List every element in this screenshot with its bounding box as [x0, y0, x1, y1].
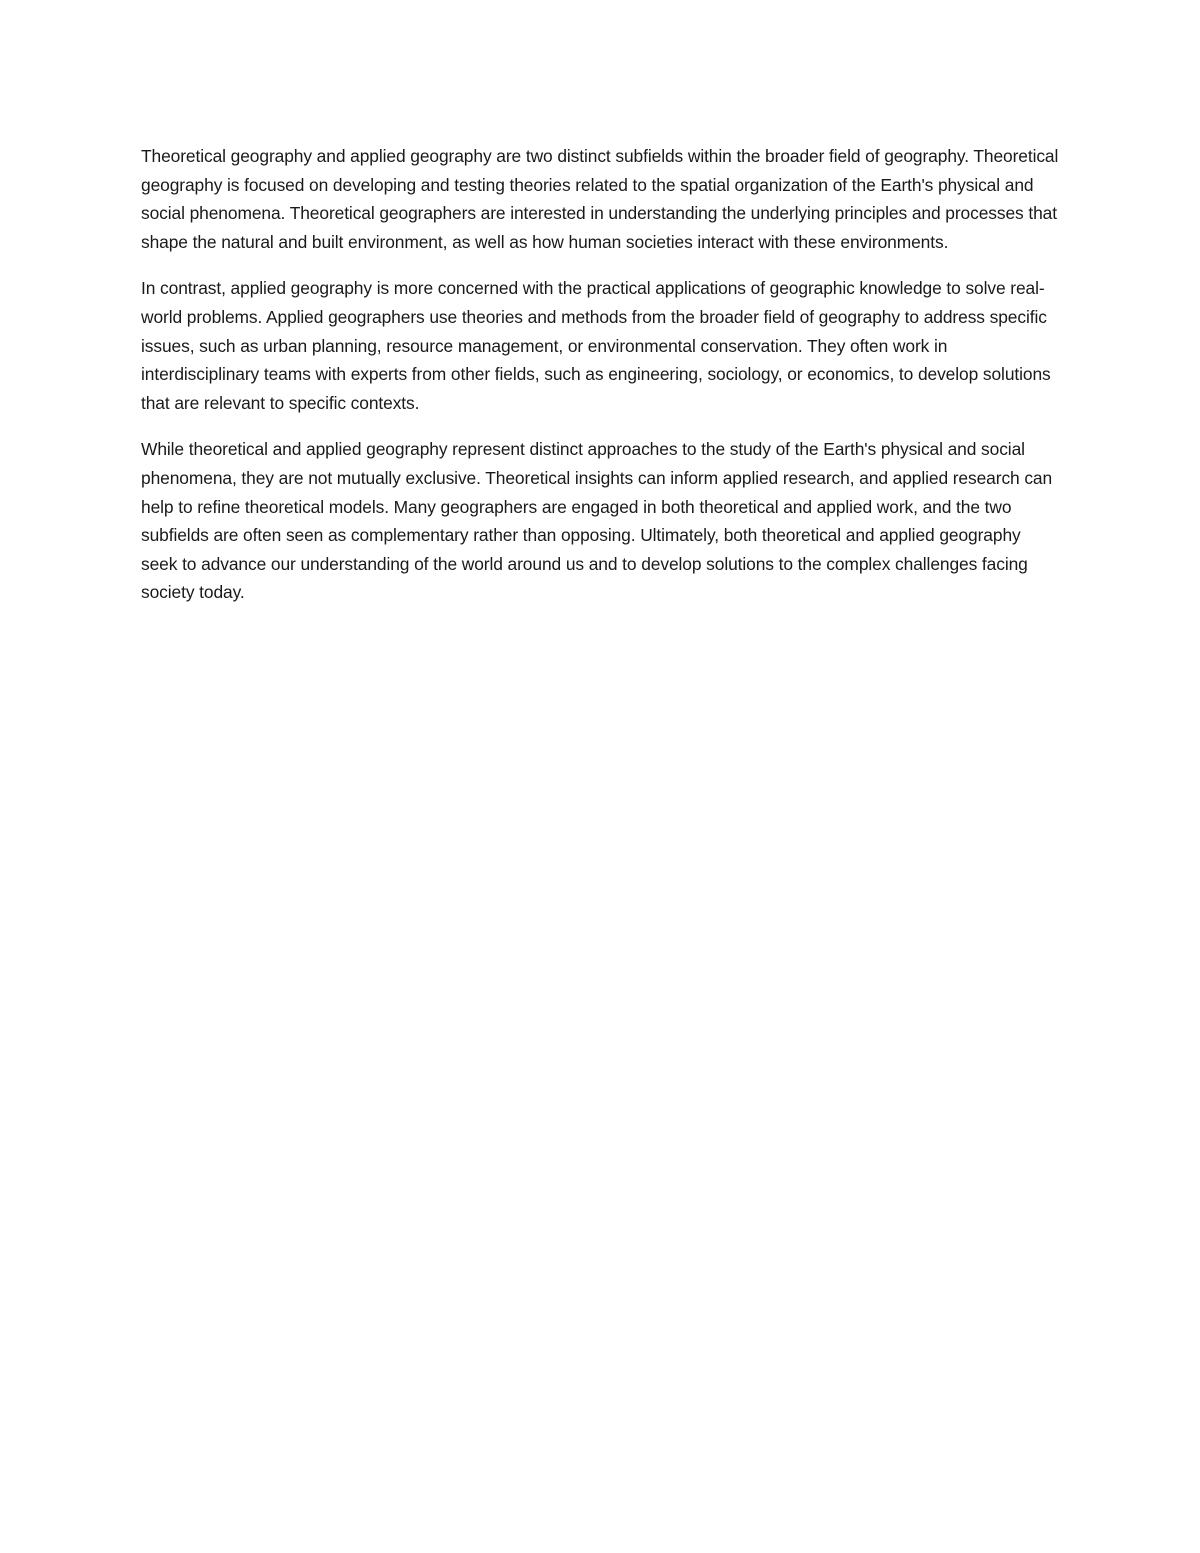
paragraph-2: In contrast, applied geography is more concerned with the practical applications of geographic knowledge to solve real-world problems. Applied geographers use theories and methods from the broader field of geography to address specific issues, such as urban planning, resource management, or environmental conservation. They often work in interdisciplinary teams with experts from other fields, such as engineering, sociology, or economics, to develop solutions that are relevant to specific contexts. — [141, 278, 1051, 413]
paragraph-3: While theoretical and applied geography represent distinct approaches to the study of the Earth's physical and social phenomena, they are not mutually exclusive. Theoretical insights can inform applied research, and applied research can help to refine theoretical models. Many geographers are engaged in both theoretical and applied work, and the two subfields are often seen as complementary rather than opposing. Ultimately, both theoretical and applied geography seek to advance our understanding of the world around us and to develop solutions to the complex challenges facing society today. — [141, 439, 1053, 603]
paragraph-1: Theoretical geography and applied geography are two distinct subfields within the broader field of geography. Theoretical geography is focused on developing and testing theories related to the spatial organization of the Earth's physical and social phenomena. Theoretical geographers are interested in understanding the underlying principles and processes that shape the natural and built environment, as well as how human societies interact with these environments. — [141, 146, 1059, 252]
document-body — [141, 142, 1059, 625]
